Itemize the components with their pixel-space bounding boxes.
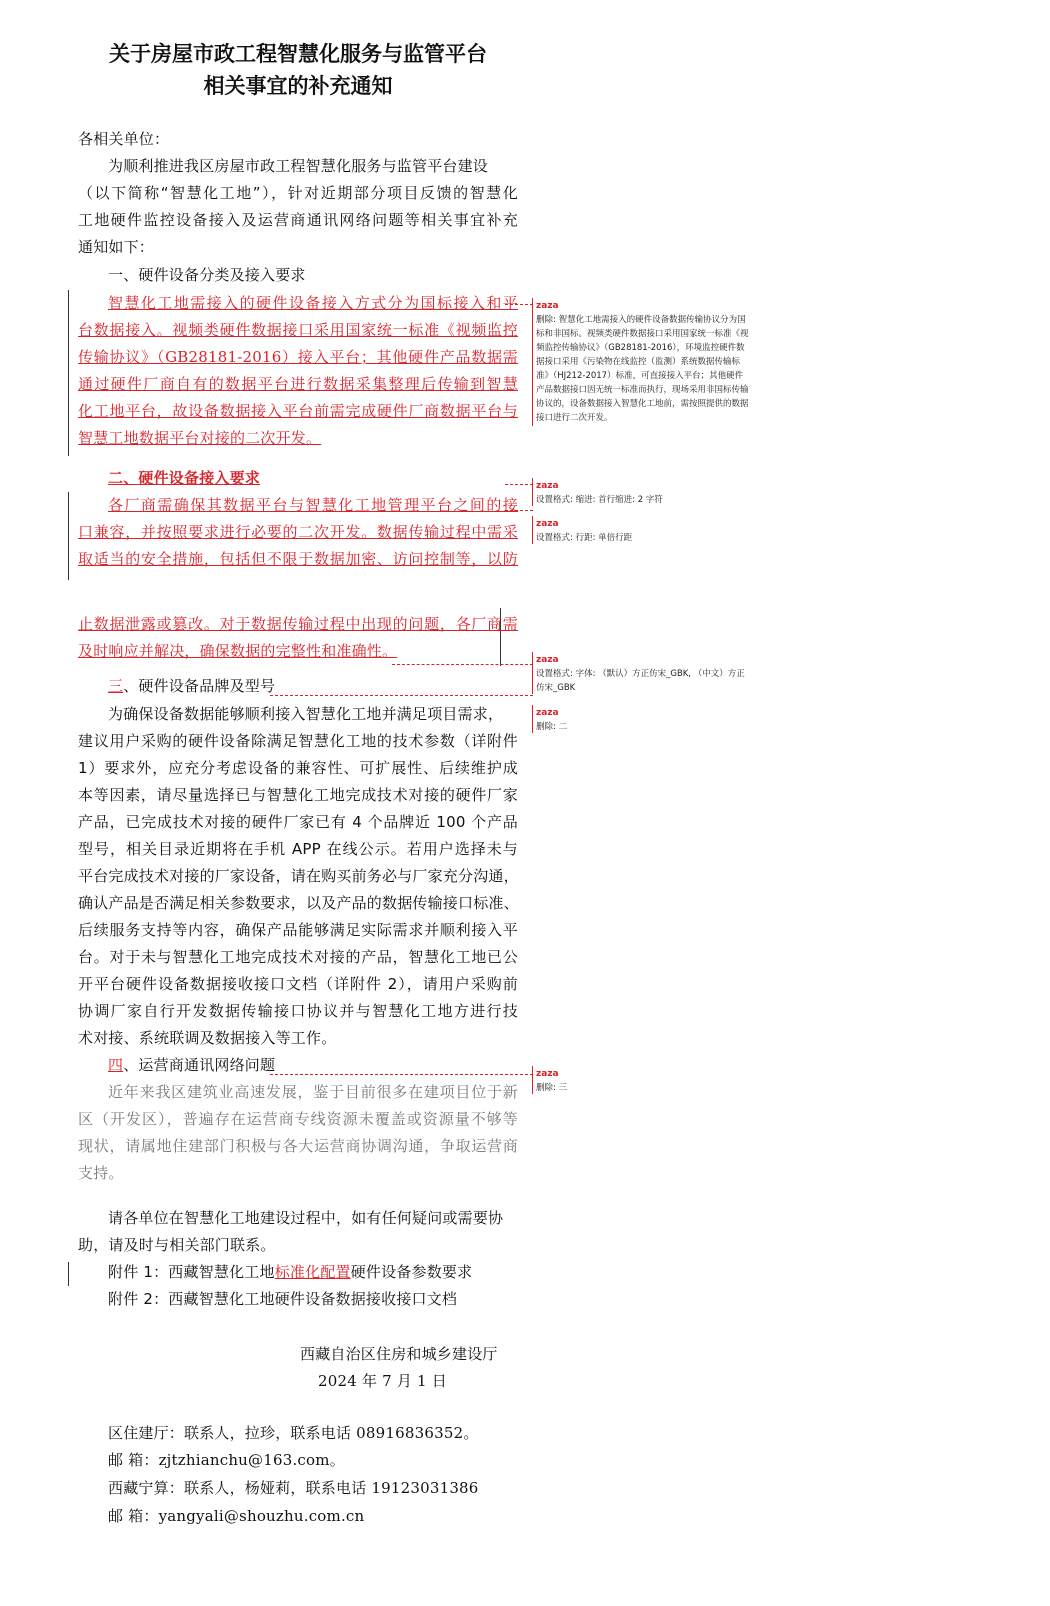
section3-line: 开平台硬件设备数据接收接口文档（详附件 2），请用户采购前 [78,975,518,993]
comment-connector [505,484,533,485]
doc-title-line1: 关于房屋市政工程智慧化服务与监管平台 [109,42,487,66]
deleted-line: 通过硬件厂商自有的数据平台进行数据采集整理后传输到智慧 [78,375,518,393]
salutation: 各相关单位： [78,130,170,148]
comment-author: zaza [536,301,559,311]
attachment-2: 附件 2：西藏智慧化工地硬件设备数据接收接口文档 [108,1290,458,1308]
section3-line: 台。对于未与智慧化工地完成技术对接的产品，智慧化工地已公 [78,948,518,966]
inserted-line: 口兼容，并按照要求进行必要的二次开发。数据传输过程中需采 [78,523,518,541]
inserted-line: 各厂商需确保其数据平台与智慧化工地管理平台之间的接 [108,496,518,514]
section4-line: 近年来我区建筑业高速发展，鉴于目前很多在建项目位于新 [108,1083,518,1101]
section3-line: 1）要求外，应充分考虑设备的兼容性、可扩展性、后续维护成 [78,759,518,777]
section3-line: 后续服务支持等内容，确保产品能够满足实际需求并顺利接入平 [78,921,518,939]
comment-connector [392,664,533,665]
attachment1-prefix: 附件 1：西藏智慧化工地 [108,1263,275,1281]
section2-mark: 二、 [108,469,139,487]
deleted-line: 智慧化工地需接入的硬件设备接入方式分为国标接入和平 [108,294,518,312]
change-bar [68,290,69,456]
comment-text: 设置格式: 字体: （默认）方正仿宋_GBK, （中文）方正仿宋_GBK [536,669,745,693]
intro-line: （以下简称“智慧化工地”），针对近期部分项目反馈的智慧化 [78,184,518,202]
comment-author: zaza [536,708,559,718]
comment-connector [270,695,533,696]
change-bar [68,1262,69,1286]
intro-line: 工地硬件监控设备接入及运营商通讯网络问题等相关事宜补充 [78,211,518,229]
doc-title-line2: 相关事宜的补充通知 [203,74,393,98]
comment-bar [532,516,533,544]
inserted-line: 及时响应并解决，确保数据的完整性和准确性。 [78,642,398,660]
issuer: 西藏自治区住房和城乡建设厅 [300,1345,498,1363]
section3-line: 建议用户采购的硬件设备除满足智慧化工地的技术参数（详附件 [78,732,518,750]
comment-balloon[interactable] [536,653,751,695]
deleted-line: 化工地平台，故设备数据接入平台前需完成硬件厂商数据平台与 [78,402,518,420]
deleted-line: 传输协议》（GB28181-2016）接入平台；其他硬件产品数据需 [78,348,518,366]
contact-line: 西藏宁算：联系人，杨娅莉，联系电话 19123031386 [108,1479,479,1497]
section3-line: 产品，已完成技术对接的硬件厂家已有 4 个品牌近 100 个产品 [78,813,518,831]
change-bar [68,492,69,580]
section3-line: 为确保设备数据能够顺利接入智慧化工地并满足项目需求， [108,705,504,723]
closing-line: 助，请及时与相关部门联系。 [78,1236,276,1254]
section2-title: 硬件设备接入要求 [138,469,261,487]
comment-balloon[interactable] [536,299,751,425]
comment-author: zaza [536,481,559,491]
intro-line: 通知如下： [78,238,155,256]
comment-author: zaza [536,655,559,665]
comment-connector [270,1074,533,1075]
inserted-line: 取适当的安全措施，包括但不限于数据加密、访问控制等，以防 [78,550,518,568]
comment-balloon[interactable] [536,479,751,507]
comment-author: zaza [536,519,559,529]
comment-bar [532,652,533,694]
deleted-line: 智慧工地数据平台对接的二次开发。 [78,429,322,447]
comment-connector [505,304,533,305]
section4-mark: 四 [108,1056,124,1074]
attachment1-suffix: 硬件设备参数要求 [350,1263,473,1281]
section1-heading: 一、硬件设备分类及接入要求 [108,266,306,284]
section3-mark: 三 [108,677,124,695]
deleted-line: 台数据接入。视频类硬件数据接口采用国家统一标准《视频监控 [78,321,518,339]
issue-date: 2024 年 7 月 1 日 [318,1372,447,1390]
closing-line: 请各单位在智慧化工地建设过程中，如有任何疑问或需要协 [108,1209,504,1227]
intro-line: 为顺利推进我区房屋市政工程智慧化服务与监管平台建设 [108,157,489,175]
section3-line: 术对接、系统联调及数据接入等工作。 [78,1029,337,1047]
section4-line: 现状，请属地住建部门积极与各大运营商协调沟通，争取运营商 [78,1137,518,1155]
comment-bar [532,478,533,506]
comment-text: 删除: 三 [536,1083,568,1093]
comment-connector [505,510,533,511]
comment-author: zaza [536,1069,559,1079]
attachment-1 [78,1259,548,1285]
comment-text: 删除: 二 [536,722,568,732]
section3-line: 本等因素，请尽量选择已与智慧化工地完成技术对接的硬件厂家 [78,786,518,804]
comment-text: 设置格式: 缩进: 首行缩进: 2 字符 [536,495,663,505]
section3-line: 平台完成技术对接的厂家设备，请在购买前务必与厂家充分沟通， [78,867,519,885]
attachment1-inserted: 标准化配置 [274,1263,351,1281]
contact-line: 邮 箱：yangyali@shouzhu.com.cn [108,1507,365,1525]
section3-line: 协调厂家自行开发数据传输接口协议并与智慧化工地方进行技 [78,1002,518,1020]
inserted-line: 止数据泄露或篡改。对于数据传输过程中出现的问题，各厂商需 [78,615,518,633]
section3-line: 确认产品是否满足相关参数要求，以及产品的数据传输接口标准、 [78,894,519,912]
section4-line: 区（开发区），普遍存在运营商专线资源未覆盖或资源量不够等 [78,1110,518,1128]
comment-balloon[interactable] [536,517,751,545]
section3-title: 、硬件设备品牌及型号 [123,677,276,695]
comment-bar [532,705,533,733]
comment-bar [532,1066,533,1094]
section4-line: 支持。 [78,1164,124,1182]
contact-line: 邮 箱：zjtzhianchu@163.com。 [108,1451,345,1469]
section4-title: 、运营商通讯网络问题 [123,1056,276,1074]
comment-balloon[interactable] [536,1067,751,1095]
section2-heading [78,465,548,491]
comment-text: 删除: 智慧化工地需接入的硬件设备数据传输协议分为国标和非国标。视频类硬件数据接口采用国家统一标准《视频监控传输协议》（GB28181-2016），环境监控硬件数据接口采用《污染物在线监控（监测）系统数据传输标准》（HJ212-2017）标准，可直接接入平台；其他硬件产品数据接口因无统一标准而执行，现场采用非国标传输协议的，设备数据接入智慧化工地前，需按照提供的数据接口进行二次开发。 [536,315,749,423]
contact-line: 区住建厅：联系人，拉珍，联系电话 08916836352。 [108,1424,479,1442]
comment-text: 设置格式: 行距: 单倍行距 [536,533,633,543]
comment-bar [532,298,533,426]
comment-balloon[interactable] [536,706,751,734]
section3-line: 型号，相关目录近期将在手机 APP 在线公示。若用户选择未与 [78,840,518,858]
